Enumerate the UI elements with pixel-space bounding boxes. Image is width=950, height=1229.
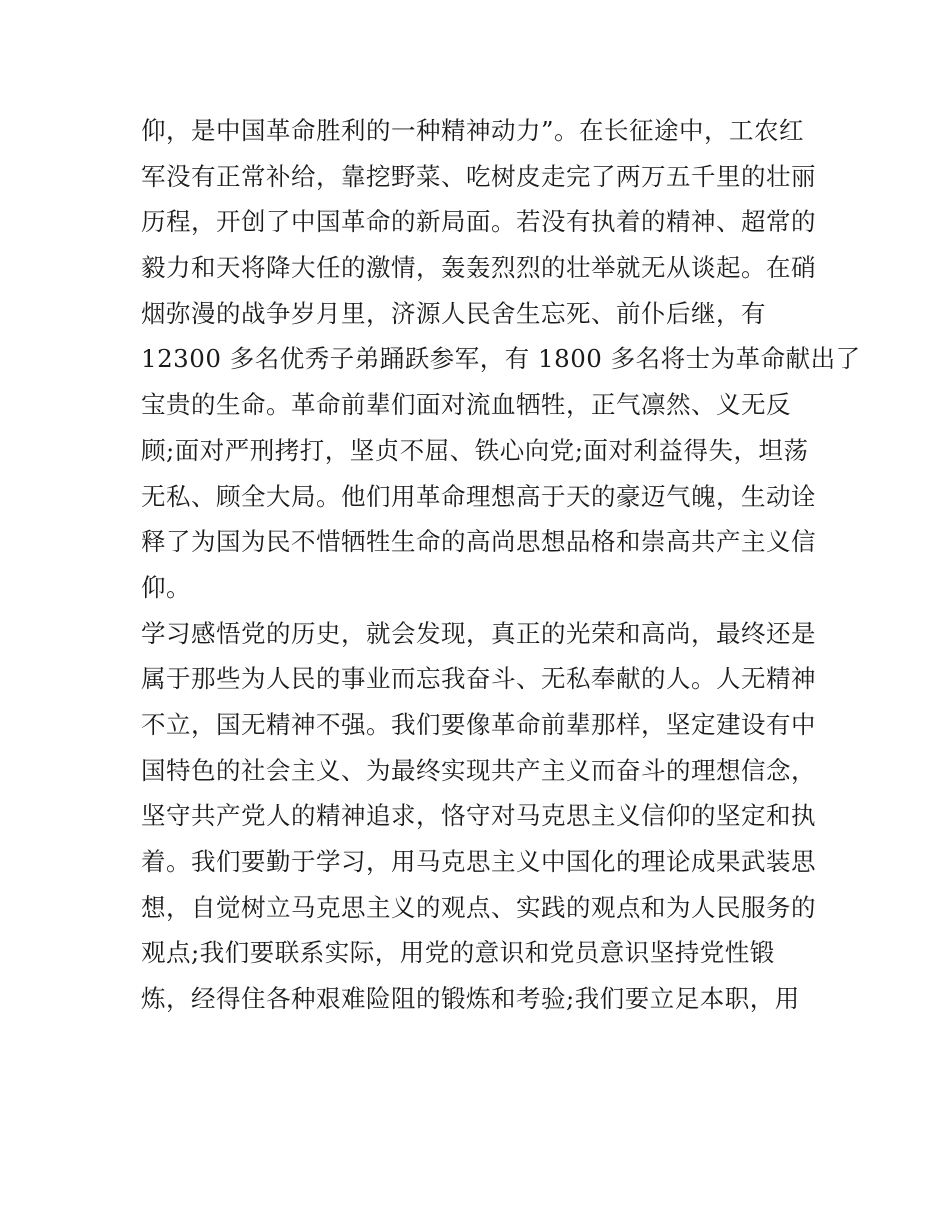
text-line: 12300 多名优秀子弟踊跃参军，有 1800 多名将士为革命献出了 [141,344,861,374]
text-line: 坚守共产党人的精神追求，恪守对马克思主义信仰的坚定和执 [141,801,816,831]
text-line: 仰。 [141,572,191,602]
text-line: 历程，开创了中国革命的新局面。若没有执着的精神、超常的 [141,207,816,237]
text-line: 炼，经得住各种艰难险阻的锻炼和考验;我们要立足本职，用 [141,984,800,1014]
text-line: 学习感悟党的历史，就会发现，真正的光荣和高尚，最终还是 [141,618,816,648]
text-line: 仰，是中国革命胜利的一种精神动力”。在长征途中，工农红 [141,116,805,145]
body-text [141,108,861,1022]
text-line: 烟弥漫的战争岁月里，济源人民舍生忘死、前仆后继，有 [141,298,766,328]
text-line: 想，自觉树立马克思主义的观点、实践的观点和为人民服务的 [141,892,816,922]
text-line: 宝贵的生命。革命前辈们面对流血牺牲，正气凛然、义无反 [141,390,791,420]
text-line: 观点;我们要联系实际，用党的意识和党员意识坚持党性锻 [141,938,775,968]
text-line: 不立，国无精神不强。我们要像革命前辈那样，坚定建设有中 [141,709,816,739]
text-line: 毅力和天将降大任的激情，轰轰烈烈的壮举就无从谈起。在硝 [141,253,816,283]
text-line: 无私、顾全大局。他们用革命理想高于天的豪迈气魄，生动诠 [141,481,816,511]
text-line: 顾;面对严刑拷打，坚贞不屈、铁心向党;面对利益得失，坦荡 [141,435,809,465]
text-line: 释了为国为民不惜牺牲生命的高尚思想品格和崇高共产主义信 [141,527,816,557]
text-line: 属于那些为人民的事业而忘我奋斗、无私奉献的人。人无精神 [141,664,816,694]
text-line: 军没有正常补给，靠挖野菜、吃树皮走完了两万五千里的壮丽 [141,161,816,191]
text-line: 国特色的社会主义、为最终实现共产主义而奋斗的理想信念， [141,755,816,785]
text-line: 着。我们要勤于学习，用马克思主义中国化的理论成果武装思 [141,847,816,876]
